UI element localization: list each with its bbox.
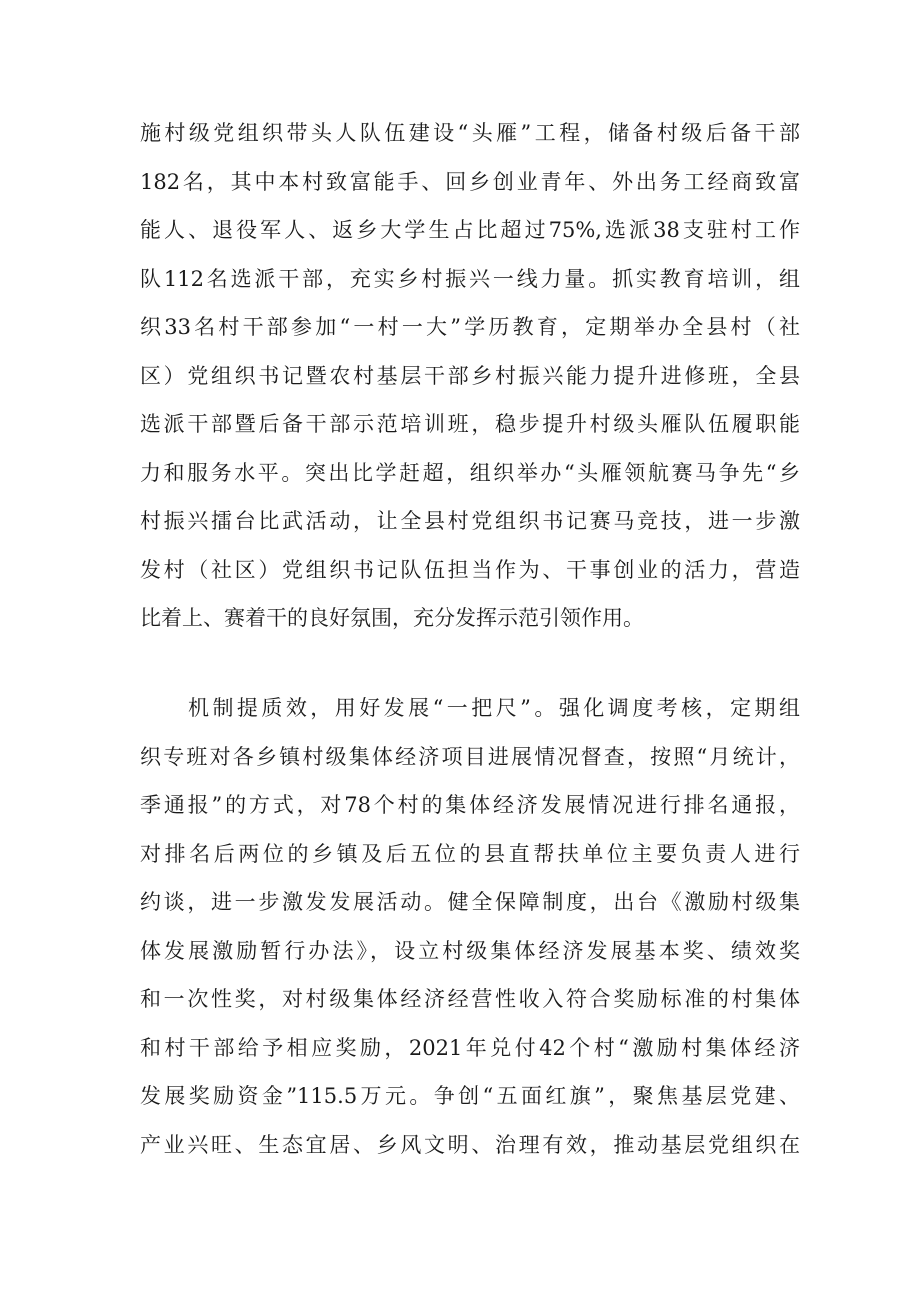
paragraph-2-line-8: 和村干部给予相应奖励，2021年兑付42个村“激励村集体经济 xyxy=(140,1035,800,1060)
paragraph-2-line-6: 体发展激励暂行办法》，设立村级集体经济发展基本奖、绩效奖 xyxy=(140,938,800,963)
paragraph-2-line-3: 季通报”的方式，对78个村的集体经济发展情况进行排名通报， xyxy=(140,793,800,817)
paragraph-2 xyxy=(140,684,800,1169)
paragraph-1-line-9: 村振兴擂台比武活动，让全县村党组织书记赛马竞技，进一步激 xyxy=(140,509,800,533)
paragraph-1-line-3: 能人、退役军人、返乡大学生占比超过75%,选派38支驻村工作 xyxy=(140,218,800,242)
paragraph-1-line-6: 区）党组织书记暨农村基层干部乡村振兴能力提升进修班，全县 xyxy=(140,363,800,388)
paragraph-1 xyxy=(140,109,800,643)
paragraph-2-line-10: 产业兴旺、生态宜居、乡风文明、治理有效，推动基层党组织在 xyxy=(140,1132,800,1157)
paragraph-1-line-10: 发村（社区）党组织书记队伍担当作为、干事创业的活力，营造 xyxy=(140,557,800,582)
paragraph-1-line-7: 选派干部暨后备干部示范培训班，稳步提升村级头雁队伍履职能 xyxy=(140,412,800,436)
paragraph-2-line-4: 对排名后两位的乡镇及后五位的县直帮扶单位主要负责人进行 xyxy=(140,841,800,866)
paragraph-1-line-2: 182名，其中本村致富能手、回乡创业青年、外出务工经商致富 xyxy=(140,169,800,194)
paragraph-2-line-1: 机制提质效，用好发展“一把尺”。强化调度考核，定期组 xyxy=(188,696,800,720)
paragraph-2-line-9: 发展奖励资金”115.5万元。争创“五面红旗”，聚焦基层党建、 xyxy=(140,1084,800,1108)
paragraph-2-line-2: 织专班对各乡镇村级集体经济项目进展情况督查，按照“月统计， xyxy=(140,744,800,769)
paragraph-2-line-7: 和一次性奖，对村级集体经济经营性收入符合奖励标准的村集体 xyxy=(140,987,800,1011)
paragraph-1-line-8: 力和服务水平。突出比学赶超，组织举办“头雁领航赛马争先“乡 xyxy=(140,460,800,485)
paragraph-1-line-11: 比着上、赛着干的良好氛围，充分发挥示范引领作用。 xyxy=(140,606,644,630)
paragraph-2-line-5: 约谈，进一步激发发展活动。健全保障制度，出台《激励村级集 xyxy=(140,890,800,914)
paragraph-1-line-5: 织33名村干部参加“一村一大”学历教育，定期举办全县村（社 xyxy=(140,315,800,339)
paragraph-1-line-1: 施村级党组织带头人队伍建设“头雁”工程，储备村级后备干部 xyxy=(140,121,800,145)
paragraph-1-line-4: 队112名选派干部，充实乡村振兴一线力量。抓实教育培训，组 xyxy=(140,266,800,291)
